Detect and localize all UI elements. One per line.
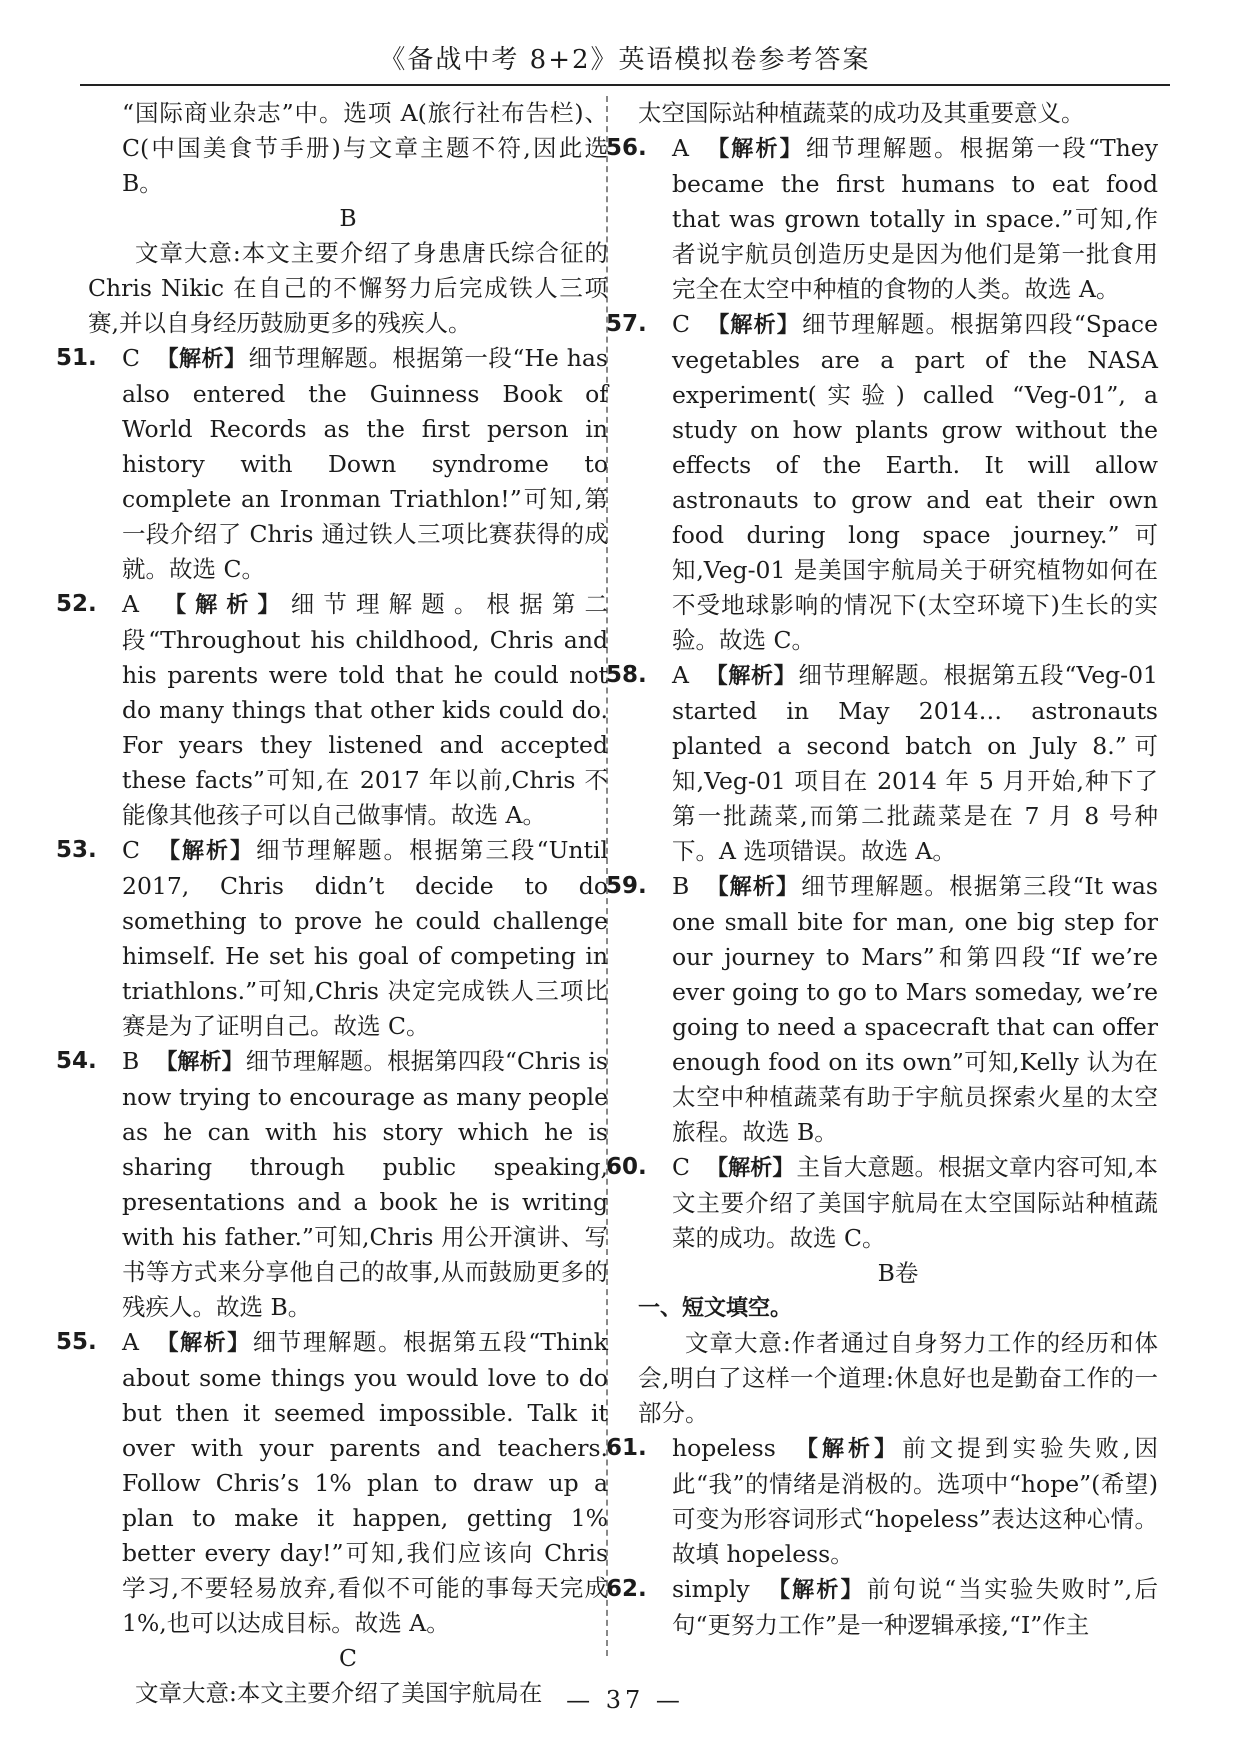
answer-choice: B	[672, 872, 690, 900]
answer-item	[606, 1150, 1158, 1256]
analysis-text: 细节理解题。根据第四段“Space vegetables are a part of the NASA experiment(实验) called “Veg-01”, a study on how plants grow without the effects of the Earth. It will allow astronauts to grow and eat their own food during long space journey.”可知,Veg-01 是美国宇航局关于研究植物如何在不受地球影响的情况下(太空环境下)生长的实验。故选 C。	[672, 310, 1158, 654]
section-c-label: C	[339, 1644, 357, 1672]
analysis-tag: 【解析】	[154, 1331, 251, 1356]
answer-word: hopeless	[672, 1434, 776, 1462]
analysis-tag: 【解析】	[704, 137, 804, 162]
analysis-tag: 【解析】	[154, 593, 289, 618]
analysis-tag: 【解析】	[704, 664, 797, 689]
part1-summary: 文章大意:作者通过自身努力工作的经历和体会,明白了这样一个道理:休息好也是勤奋工作的一部分。	[638, 1329, 1158, 1427]
analysis-tag: 【解析】	[705, 1156, 795, 1181]
left-intro: “国际商业杂志”中。选项 A(旅行社布告栏)、C(中国美食节手册)与文章主题不符,因此选 B。	[122, 99, 608, 197]
question-number: 55.	[56, 1329, 97, 1355]
answer-choice: B	[122, 1047, 140, 1075]
analysis-tag: 【解析】	[765, 1578, 865, 1603]
answer-choice: A	[672, 134, 689, 162]
answer-item	[56, 833, 608, 1044]
analysis-text: 细节理解题。根据第二段“Throughout his childhood, Chris and his parents were told that he could not do many things that other kids could do. For years they listened and accepted these facts”可知,在 2017 年以前,Chris 不能像其他孩子可以自己做事情。故选 A。	[122, 590, 608, 829]
question-number: 52.	[56, 591, 97, 617]
answer-item	[606, 1572, 1158, 1643]
part1-title: 一、短文填空。	[638, 1296, 793, 1321]
header-rule	[80, 84, 1170, 86]
page-number: — 37 —	[566, 1686, 684, 1714]
right-intro: 太空国际站种植蔬菜的成功及其重要意义。	[638, 99, 1085, 127]
analysis-text: 细节理解题。根据第三段“Until 2017, Chris didn’t decide to do something to prove he could challenge himself. He set his goal of competing in triathlons.”可知,Chris 决定完成铁人三项比赛是为了证明自己。故选 C。	[122, 836, 608, 1040]
right-column	[606, 96, 1158, 1643]
analysis-text: 细节理解题。根据第五段“Veg-01 started in May 2014… astronauts planted a second batch on July 8.”可知,Veg-01 项目在 2014 年 5 月开始,种下了第一批蔬菜,而第二批蔬菜是在 7 月 8 号种下。A 选项错误。故选 A。	[672, 661, 1158, 865]
analysis-tag: 【解析】	[705, 875, 800, 900]
question-number: 53.	[56, 837, 97, 863]
section-b-label: B	[339, 204, 357, 232]
question-number: 51.	[56, 345, 97, 371]
analysis-tag: 【解析】	[155, 347, 247, 372]
analysis-tag: 【解析】	[155, 839, 255, 864]
analysis-text: 细节理解题。根据第四段“Chris is now trying to encourage as many people as he can with his story which he is sharing through public speaking, presentations and a book he is writing with his father.”可知,Chris 用公开演讲、写书等方式来分享他自己的故事,从而鼓励更多的残疾人。故选 B。	[122, 1047, 608, 1321]
answer-choice: A	[672, 661, 689, 689]
section-b-summary: 文章大意:本文主要介绍了身患唐氏综合征的 Chris Nikic 在自己的不懈努力后完成铁人三项赛,并以自身经历鼓励更多的残疾人。	[88, 239, 608, 337]
analysis-text: 细节理解题。根据第三段“It was one small bite for man, one big step for our journey to Mars”和第四段“If we’re ever going to go to Mars someday, we’re going to need a spacecraft that can offer enough food on its own”可知,Kelly 认为在太空中种植蔬菜有助于宇航员探索火星的太空旅程。故选 B。	[672, 872, 1158, 1146]
question-number: 62.	[606, 1576, 647, 1602]
answer-choice: C	[672, 310, 690, 338]
answer-item	[606, 1431, 1158, 1572]
page-header: 《备战中考 8+2》英语模拟卷参考答案	[379, 45, 871, 75]
analysis-tag: 【解析】	[155, 1050, 244, 1075]
question-number: 59.	[606, 873, 647, 899]
answer-word: simply	[672, 1575, 750, 1603]
analysis-text: 前句说“当实验失败时”,后句“更努力工作”是一种逻辑承接,“I”作主	[672, 1575, 1158, 1639]
answer-item	[56, 341, 608, 587]
question-number: 60.	[606, 1154, 647, 1180]
analysis-text: 细节理解题。根据第一段“They became the first humans to eat food that was grown totally in space.”可知,作者说宇航员创造历史是因为他们是第一批食用完全在太空中种植的食物的人类。故选 A。	[672, 134, 1158, 303]
answer-item	[606, 307, 1158, 658]
analysis-text: 主旨大意题。根据文章内容可知,本文主要介绍了美国宇航局在太空国际站种植蔬菜的成功。故选 C。	[672, 1153, 1158, 1252]
answer-item	[606, 131, 1158, 307]
analysis-tag: 【解析】	[705, 313, 801, 338]
question-number: 56.	[606, 135, 647, 161]
question-number: 54.	[56, 1048, 97, 1074]
analysis-text: 前文提到实验失败,因此“我”的情绪是消极的。选项中“hope”(希望)可变为形容词形式“hopeless”表达这种心情。故填 hopeless。	[672, 1434, 1158, 1568]
answer-choice: C	[122, 836, 140, 864]
analysis-text: 细节理解题。根据第五段“Think about some things you would love to do but then it seemed impossible. Talk it over with your parents and teachers. Follow Chris’s 1% plan to draw up a plan to make it happen, getting 1% better every day!”可知,我们应该向 Chris 学习,不要轻易放弃,看似不可能的事每天完成 1%,也可以达成目标。故选 A。	[122, 1328, 608, 1637]
question-number: 61.	[606, 1435, 647, 1461]
volume-b-label: B卷	[877, 1259, 919, 1287]
answer-choice: C	[672, 1153, 690, 1181]
question-number: 57.	[606, 311, 647, 337]
answer-item	[56, 1044, 608, 1325]
answer-item	[56, 1325, 608, 1641]
analysis-tag: 【解析】	[791, 1437, 901, 1462]
answer-item	[606, 869, 1158, 1150]
question-number: 58.	[606, 662, 647, 688]
answer-choice: A	[122, 590, 139, 618]
answer-choice: C	[122, 344, 140, 372]
answer-item	[56, 587, 608, 833]
answer-item	[606, 658, 1158, 869]
answer-choice: A	[122, 1328, 139, 1356]
section-c-summary: 文章大意:本文主要介绍了美国宇航局在	[135, 1679, 543, 1707]
analysis-text: 细节理解题。根据第一段“He has also entered the Guinness Book of World Records as the first person in history with Down syndrome to complete an Ironman Triathlon!”可知,第一段介绍了 Chris 通过铁人三项比赛获得的成就。故选 C。	[122, 344, 608, 583]
left-column	[56, 96, 608, 1711]
